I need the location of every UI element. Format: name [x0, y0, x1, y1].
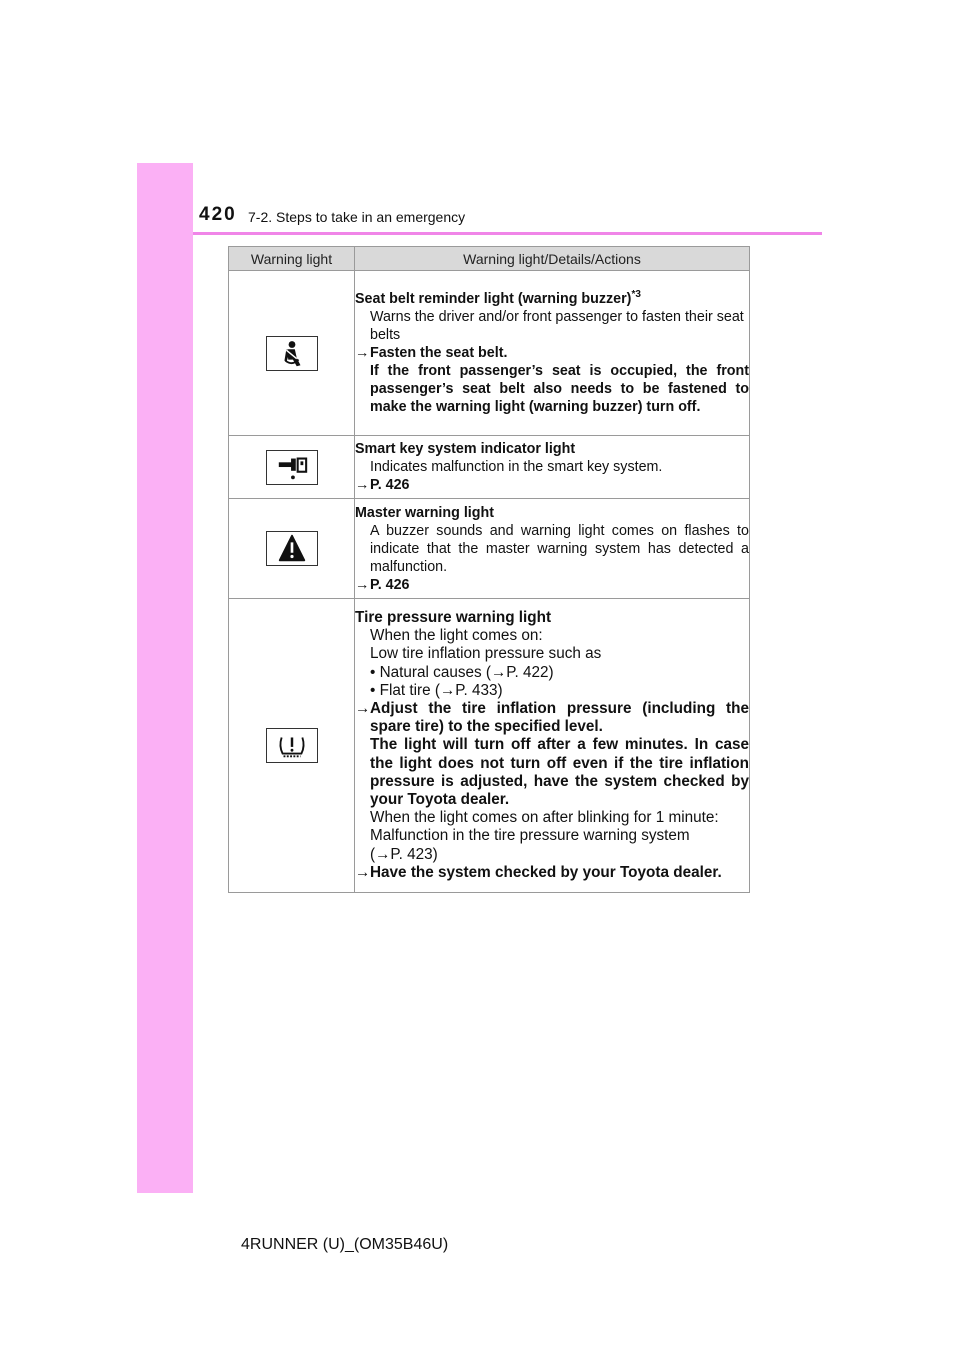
row-text: Malfunction in the tire pressure warning system: [370, 827, 690, 845]
row-text: When the light comes on after blinking for 1 minute:: [370, 809, 719, 827]
row-action-note: The light will turn off after a few minutes. In case the light does not turn off even if the tire inflation pressure is adjusted, have the system checked by your Toyota dealer.: [370, 736, 749, 808]
warning-light-table: [228, 246, 750, 893]
row-description: Indicates malfunction in the smart key system.: [370, 459, 663, 475]
page-number: 420: [199, 204, 237, 225]
master-warning-icon: [266, 531, 318, 566]
row-description: A buzzer sounds and warning light comes on flashes to indicate that the master warning system has detected a malfunction.: [370, 522, 749, 575]
column-header-warning-light: Warning light: [229, 247, 355, 271]
smart-key-icon: [266, 450, 318, 485]
row-title: Tire pressure warning light: [355, 608, 552, 626]
row-title: Smart key system indicator light: [355, 441, 576, 457]
footer-model-code: 4RUNNER (U)_(OM35B46U): [241, 1236, 449, 1253]
table-row: [229, 599, 750, 893]
table-row: [229, 436, 750, 499]
tire-pressure-icon: [266, 728, 318, 763]
row-description: Warns the driver and/or front passenger to fasten their seat belts: [370, 309, 744, 343]
row-action: → Adjust the tire inflation pressure (including the spare tire) to the specified level. The light will turn off after a few minutes. In case the light does not turn off even if the tire inflation pressure is adjusted, have the system checked by your Toyota dealer.: [355, 699, 749, 808]
row-text: When the light comes on:: [370, 627, 543, 645]
row-action: → P. 426: [355, 576, 410, 593]
column-header-details: Warning light/Details/Actions: [355, 247, 750, 271]
row-reference: (→P. 423): [370, 845, 438, 863]
list-item: • Flat tire (→P. 433): [370, 681, 503, 699]
list-item: • Natural causes (→P. 422): [370, 663, 554, 681]
row-action: → Have the system checked by your Toyota dealer.: [355, 863, 722, 881]
row-action: → Fasten the seat belt. If the front passenger’s seat is occupied, the front passenger’s seat belt also needs to be fastened to make the warning light (warning buzzer) turn off.: [355, 345, 749, 415]
table-row: [229, 271, 750, 436]
table-row: [229, 499, 750, 599]
page-side-tab: [137, 163, 193, 1193]
header-rule: [193, 232, 822, 235]
row-title: Seat belt reminder light (warning buzzer)$^{*3}$: [355, 289, 641, 307]
row-action-note: If the front passenger’s seat is occupied, the front passenger’s seat belt also needs to be fastened to make the warning light (warning buzzer) turn off.: [370, 363, 749, 415]
row-action: → P. 426: [355, 477, 410, 493]
table-header-row: [229, 247, 750, 271]
row-title: Master warning light: [355, 504, 495, 521]
seat-belt-reminder-icon: [266, 336, 318, 371]
row-text: Low tire inflation pressure such as: [370, 645, 602, 663]
section-title: 7-2. Steps to take in an emergency: [248, 209, 466, 225]
